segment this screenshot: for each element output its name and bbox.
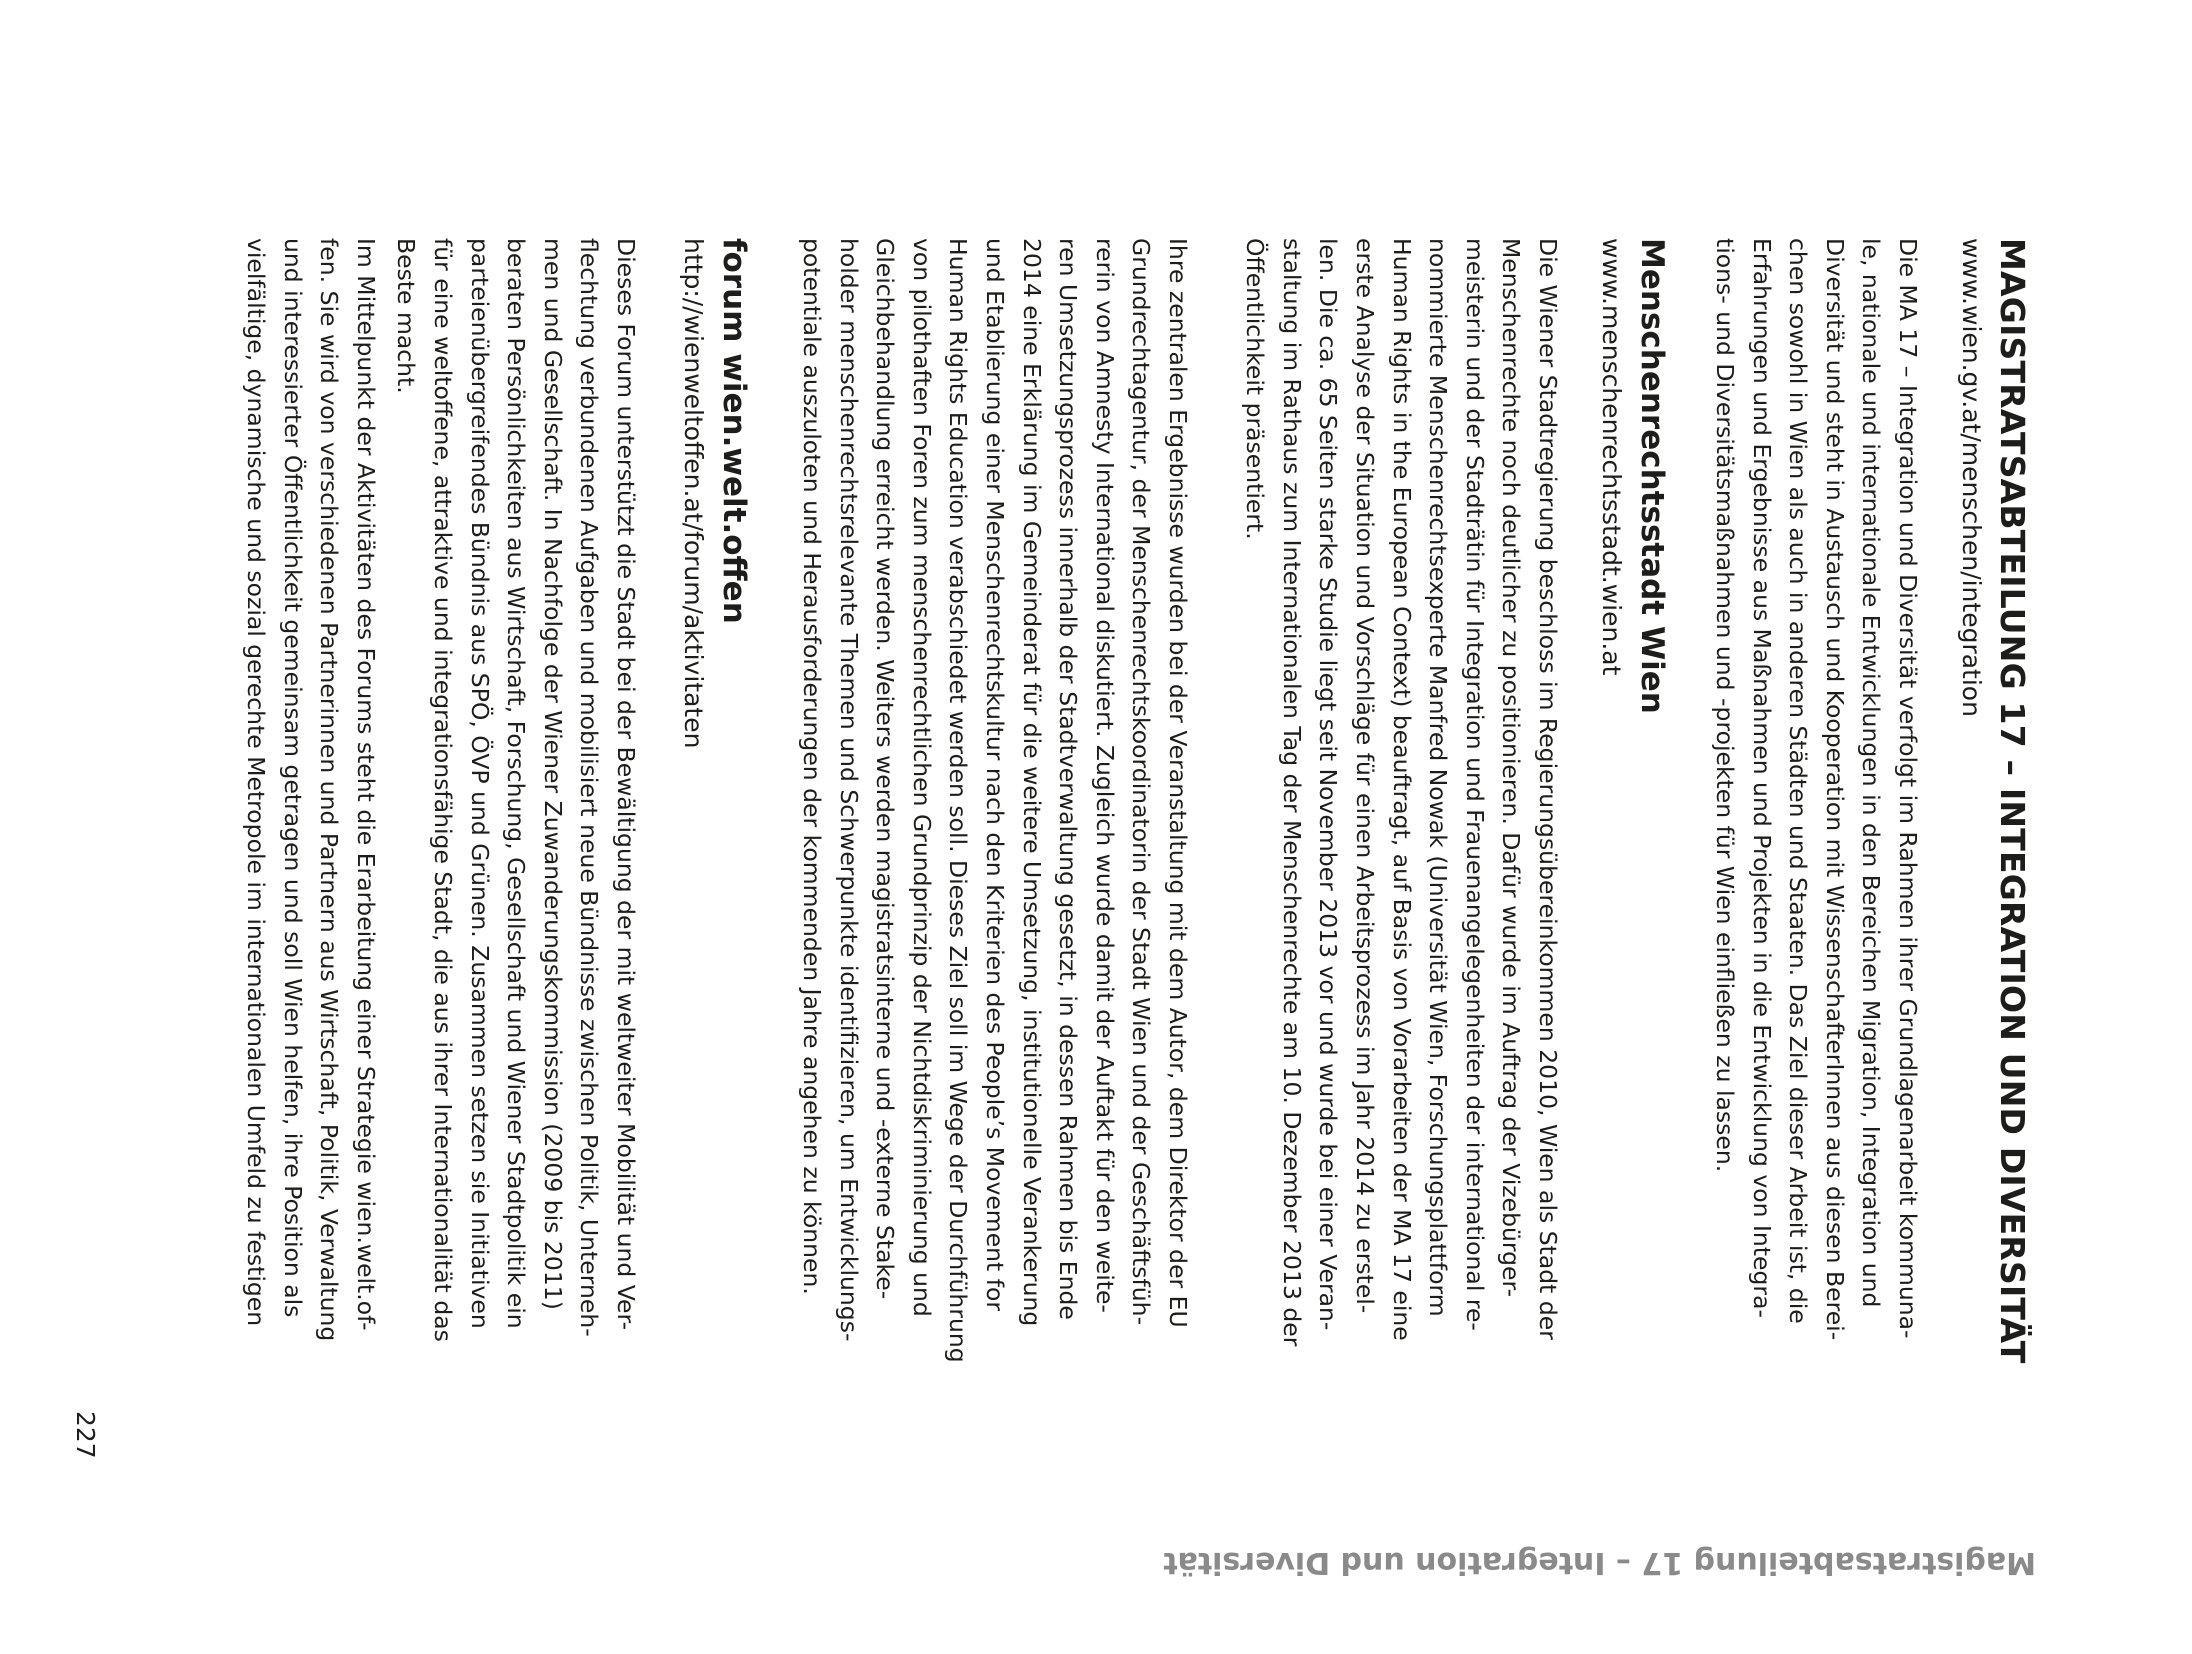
menschenrechtsstadt-p2-line: von pilothaften Foren zum menschenrechtlichen Grundprinzip der Nichtdiskriminierung und bbox=[907, 238, 936, 1317]
page-number: 227 bbox=[71, 1411, 100, 1459]
menschenrechtsstadt-p1-line: Öffentlichkeit präsentiert. bbox=[1241, 238, 1270, 540]
forum-p1-line: men und Gesellschaft. In Nachfolge der Wiener Zuwanderungskommission (2009 bis 2011) bbox=[538, 238, 567, 1310]
intro-line: Diversität und steht in Austausch und Kooperation mit WissenschafterInnen aus diesen Berei- bbox=[1820, 238, 1849, 1341]
intro-paragraph bbox=[1706, 238, 1926, 1654]
menschenrechtsstadt-p2-line: Human Rights Education verabschiedet werden soll. Dieses Ziel soll im Wege der Durchführung bbox=[944, 238, 973, 1363]
menschenrechtsstadt-p2-line: rerin von Amnesty International diskutiert. Zugleich wurde damit der Auftakt für den weite- bbox=[1090, 238, 1119, 1313]
intro-line: Erfahrungen und Ergebnisse aus Maßnahmen und Projekten in die Entwicklung von Integra- bbox=[1747, 238, 1776, 1318]
forum-p1-line: beraten Persönlichkeiten aus Wirtschaft, Forschung, Gesellschaft und Wiener Stadtpolitik ein bbox=[502, 238, 531, 1329]
menschenrechtsstadt-p2-line: 2014 eine Erklärung im Gemeinderat für die weitere Umsetzung, institutionelle Verankerung bbox=[1017, 238, 1046, 1327]
menschenrechtsstadt-p1-line: len. Die ca. 65 Seiten starke Studie liegt seit November 2013 vor und wurde bei einer Veran- bbox=[1314, 238, 1343, 1331]
forum-p2-line: fen. Sie wird von verschiedenen Partnerinnen und Partnern aus Wirtschaft, Politik, Verwaltung bbox=[315, 238, 344, 1342]
section-heading-menschenrechtsstadt: Menschenrechtsstadt Wien bbox=[1634, 238, 1670, 714]
forum-p2-line: Im Mittelpunkt der Aktivitäten des Forums steht die Erarbeitung einer Strategie wien.welt.of- bbox=[352, 238, 380, 1331]
menschenrechtsstadt-p1-line: Menschenrechte noch deutlicher zu positionieren. Dafür wurde im Auftrag der Vizebürger- bbox=[1497, 238, 1526, 1298]
section-heading-forum: forum wien.welt.offen bbox=[716, 238, 752, 624]
menschenrechtsstadt-p2-line: Grundrechtagentur, der Menschenrechtskoordinatorin der Stadt Wien und der Geschäftsfüh- bbox=[1127, 238, 1156, 1326]
main-heading: MAGISTRATSABTEILUNG 17 – INTEGRATION UND DIVERSITÄT bbox=[1993, 238, 2032, 1364]
main-url: www.wien.gv.at/menschen/integration bbox=[1957, 238, 1986, 717]
forum-paragraph-2 bbox=[238, 238, 384, 1654]
forum-p1-line: für eine weltoffene, attraktive und integrationsfähige Stadt, die aus ihrer Internationalität das bbox=[429, 238, 458, 1342]
menschenrechtsstadt-paragraph-1 bbox=[1237, 238, 1566, 1654]
menschenrechtsstadt-p1-line: Die Wiener Stadtregierung beschloss im Regierungsübereinkommen 2010, Wien als Stadt der bbox=[1534, 238, 1562, 1340]
forum-paragraph-1 bbox=[388, 238, 644, 1654]
intro-line: chen sowohl in Wien als auch in anderen Städten und Staaten. Das Ziel dieser Arbeit ist, die bbox=[1784, 238, 1813, 1324]
menschenrechtsstadt-paragraph-2 bbox=[793, 238, 1196, 1654]
menschenrechtsstadt-p2-line: holder menschenrechtsrelevante Themen und Schwerpunkte identifizieren, um Entwicklungs- bbox=[834, 238, 863, 1342]
menschenrechtsstadt-p1-line: Human Rights in the European Context) beauftragt, auf Basis von Vorarbeiten der MA 17 eine bbox=[1387, 238, 1416, 1341]
menschenrechtsstadt-p2-line: potentiale auszuloten und Herausforderungen der kommenden Jahre angehen zu können. bbox=[798, 238, 827, 1295]
menschenrechtsstadt-p2-line: ren Umsetzungsprozess innerhalb der Stadtverwaltung gesetzt, in dessen Rahmen bis Ende bbox=[1054, 238, 1083, 1320]
forum-p1-line: flechtung verbundenen Aufgaben und mobilisiert neue Bündnisse zwischen Politik, Unterneh- bbox=[575, 238, 604, 1337]
intro-line: Die MA 17 – Integration und Diversität verfolgt im Rahmen ihrer Grundlagenarbeit kommuna- bbox=[1894, 238, 1922, 1339]
forum-p1-line: parteienübergreifendes Bündnis aus SPÖ, ÖVP und Grünen. Zusammen setzen sie Initiativen bbox=[465, 238, 494, 1329]
forum-p1-line: Dieses Forum unterstützt die Stadt bei der Bewältigung der mit weltweiter Mobilität und Ver- bbox=[612, 238, 640, 1331]
running-head: Magistratsabteilung 17 – Integration und Diversität bbox=[1163, 1545, 2036, 1580]
intro-line: tions- und Diversitätsmaßnahmen und -projekten für Wien einfließen zu lassen. bbox=[1711, 238, 1740, 1173]
menschenrechtsstadt-p2-line: Ihre zentralen Ergebnisse wurden bei der Veranstaltung mit dem Autor, dem Direktor der EU bbox=[1164, 238, 1192, 1328]
section-url-menschenrechtsstadt: www.menschenrechtsstadt.wien.at bbox=[1597, 238, 1626, 676]
menschenrechtsstadt-p1-line: nommierte Menschenrechtsexperte Manfred Nowak (Universität Wien, Forschungsplattform bbox=[1424, 238, 1453, 1317]
section-url-forum: http://wienweltoffen.at/forum/aktivitaten bbox=[679, 238, 708, 749]
forum-p2-line: vielfältige, dynamische und sozial gerechte Metropole im internationalen Umfeld zu festigen bbox=[242, 238, 271, 1327]
forum-p1-line: Beste macht. bbox=[392, 238, 421, 394]
menschenrechtsstadt-p1-line: erste Analyse der Situation und Vorschläge für einen Arbeitsprozess im Jahr 2014 zu erstel- bbox=[1351, 238, 1380, 1314]
forum-p2-line: und interessierter Öffentlichkeit gemeinsam getragen und soll Wien helfen, ihre Position als bbox=[278, 238, 307, 1318]
intro-line: le, nationale und internationale Entwicklungen in den Bereichen Migration, Integration und bbox=[1857, 238, 1886, 1308]
menschenrechtsstadt-p1-line: meisterin und der Stadträtin für Integration und Frauenangelegenheiten der international re- bbox=[1460, 238, 1489, 1331]
menschenrechtsstadt-p1-line: staltung im Rathaus zum Internationalen Tag der Menschenrechte am 10. Dezember 2013 der bbox=[1277, 238, 1306, 1347]
menschenrechtsstadt-p2-line: und Etablierung einer Menschenrechtskultur nach den Kriterien des People’s Movement for bbox=[981, 238, 1010, 1312]
menschenrechtsstadt-p2-line: Gleichbehandlung erreicht werden. Weiters werden magistratsinterne und -externe Stake- bbox=[871, 238, 900, 1300]
